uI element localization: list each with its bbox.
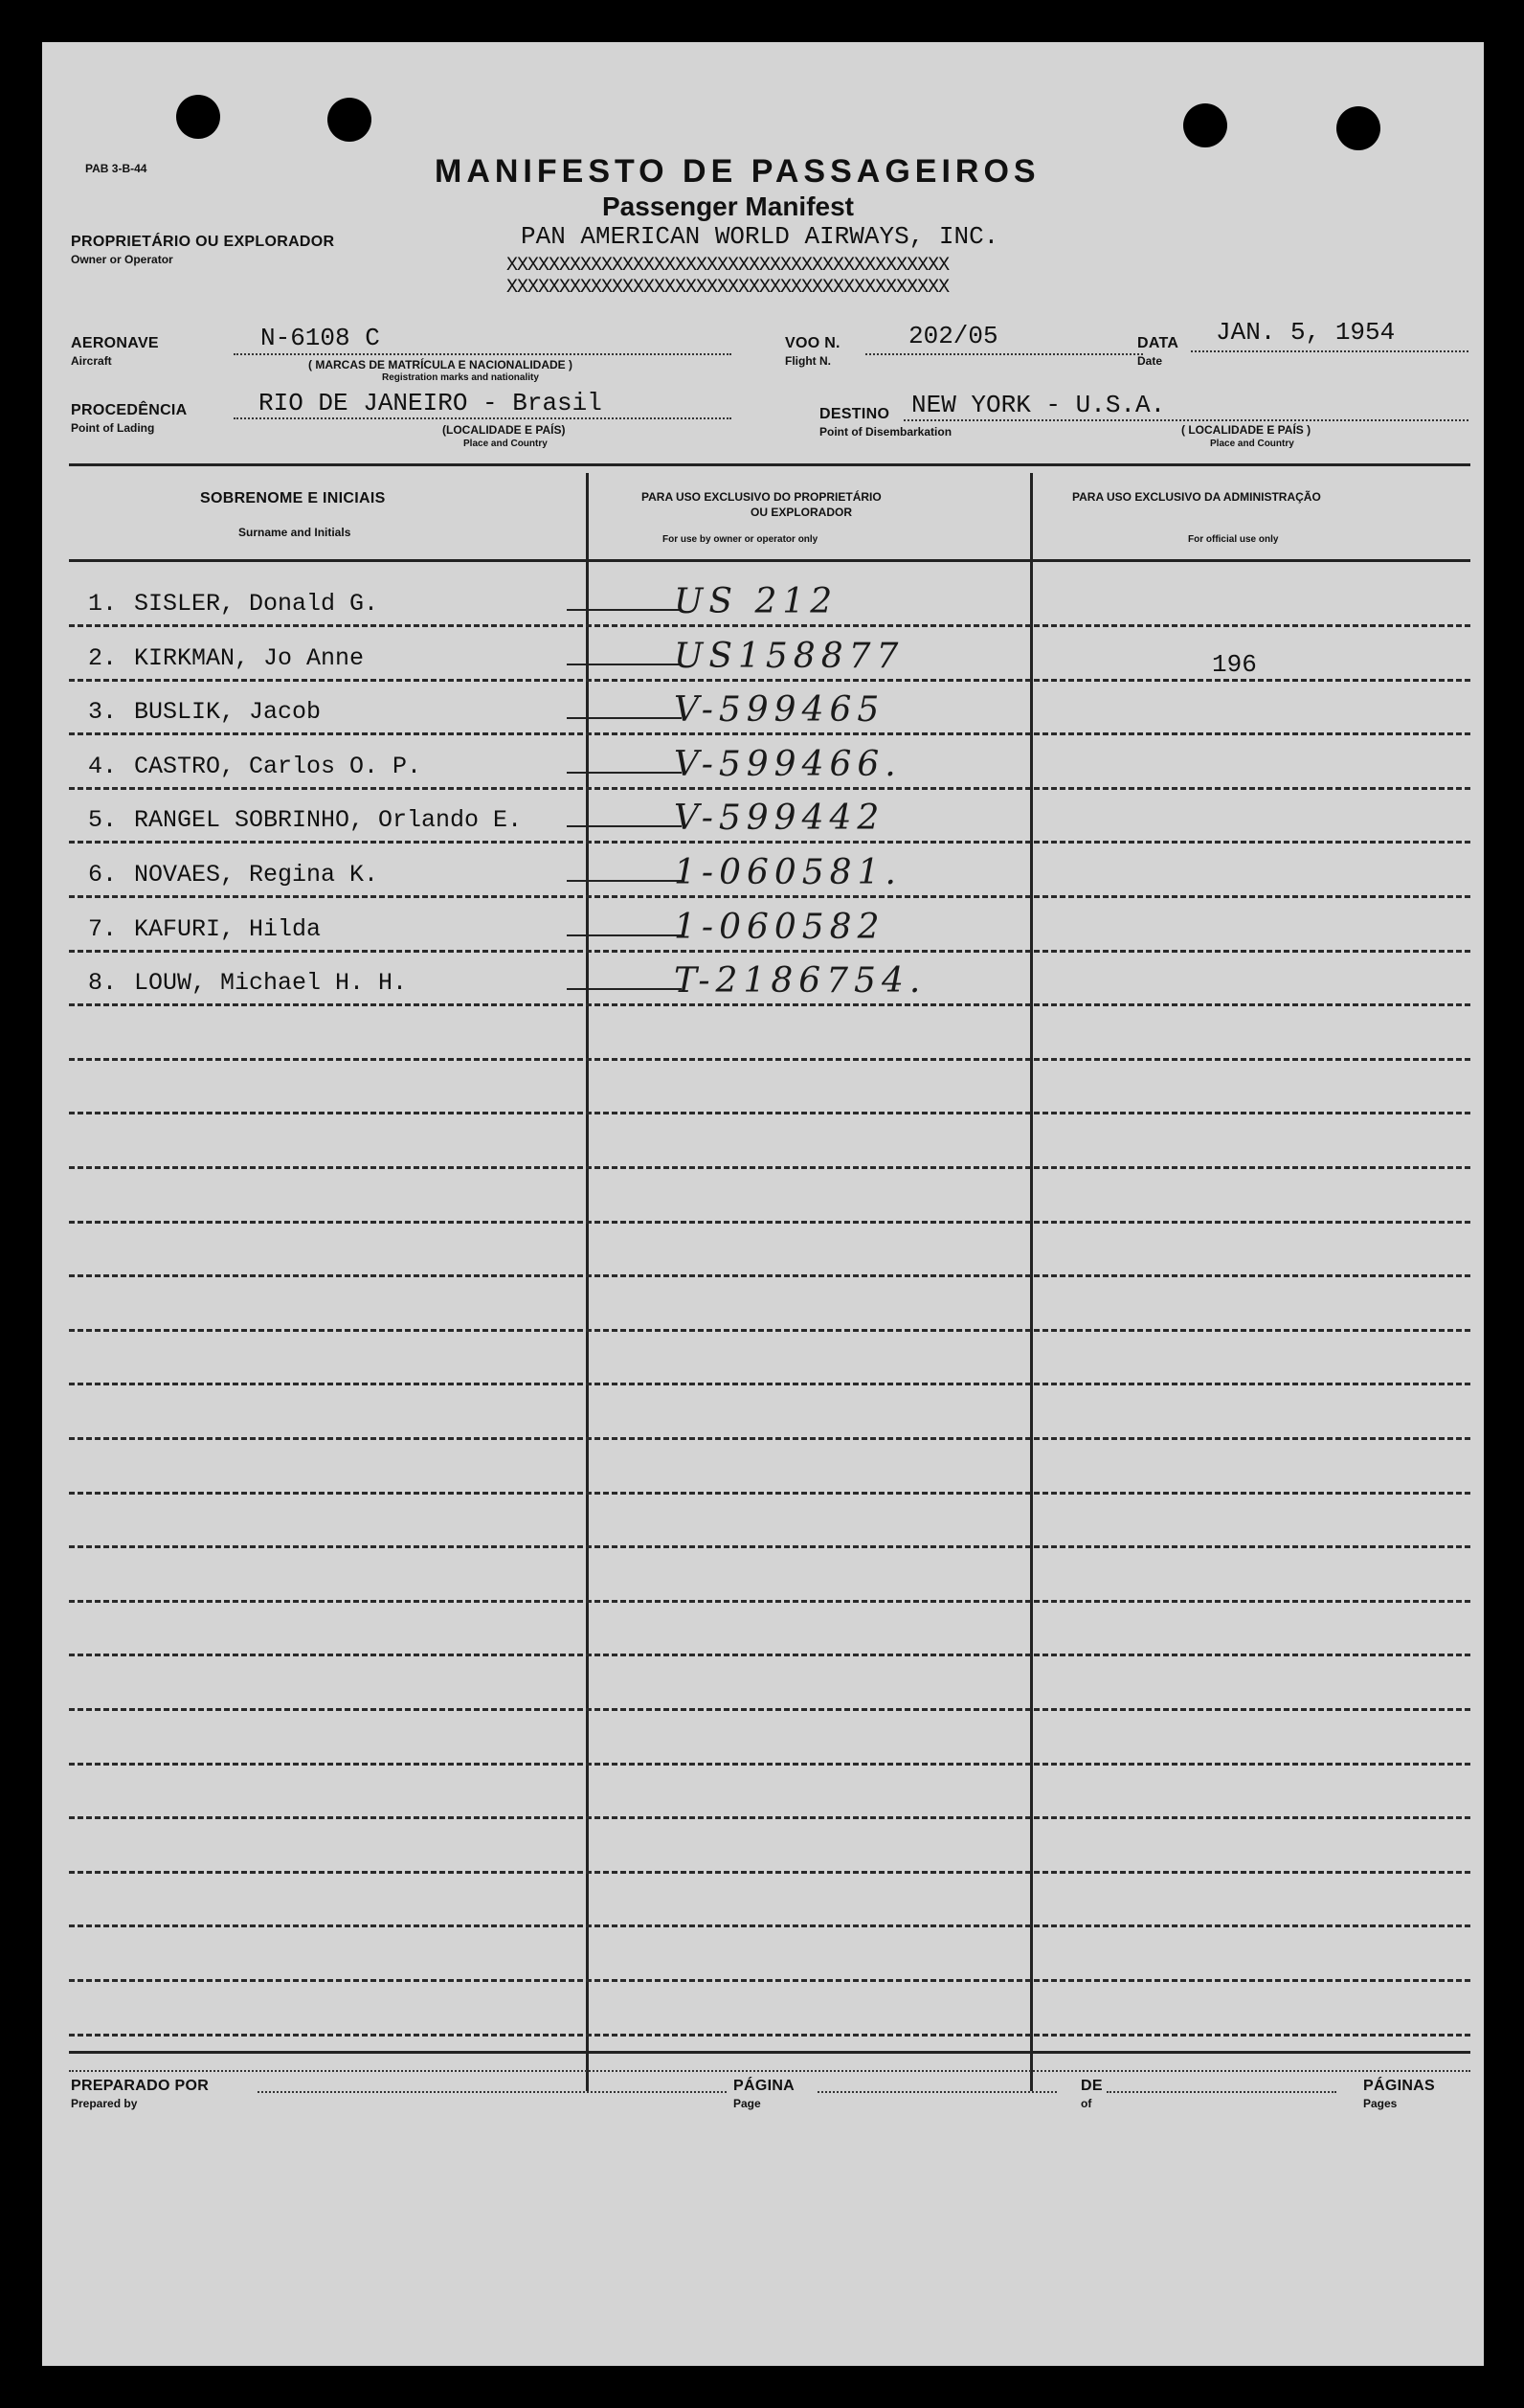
owner-use-value: V-599466.: [674, 745, 902, 784]
row-line: [69, 1545, 1470, 1548]
pages-label-en: Pages: [1363, 2097, 1398, 2110]
passenger-name: KIRKMAN, Jo Anne: [134, 644, 365, 672]
row-line: [69, 1816, 1470, 1819]
row-line: [69, 1058, 1470, 1061]
table-bottom-rule: [69, 2051, 1470, 2054]
title-pt: MANIFESTO DE PASSAGEIROS: [435, 153, 1041, 190]
col-surname-header-en: Surname and Initials: [238, 526, 351, 539]
passenger-number: 3.: [88, 698, 118, 726]
dash-mark: [567, 880, 682, 882]
row-line: [69, 1003, 1470, 1006]
aircraft-sub: ( MARCAS DE MATRÍCULA E NACIONALIDADE ): [308, 358, 572, 371]
owner-label: PROPRIETÁRIO OU EXPLORADOR: [71, 234, 335, 250]
passenger-number: 6.: [88, 861, 118, 889]
row-line: [69, 1979, 1470, 1982]
owner-use-value: 1-060582: [674, 908, 885, 947]
row-line: [69, 1112, 1470, 1114]
title-en: Passenger Manifest: [602, 191, 854, 221]
passenger-number: 5.: [88, 806, 118, 834]
passenger-name: SISLER, Donald G.: [134, 590, 379, 618]
passenger-number: 1.: [88, 590, 118, 618]
passenger-number: 2.: [88, 644, 118, 672]
lading-sub: (LOCALIDADE E PAÍS): [442, 423, 566, 437]
official-use-value: 196: [1212, 650, 1257, 679]
row-line: [69, 1924, 1470, 1927]
row-line: [69, 1600, 1470, 1603]
lading-label-en: Point of Lading: [71, 421, 155, 435]
row-line: [69, 1166, 1470, 1169]
row-line: [69, 841, 1470, 844]
row-line: [69, 1437, 1470, 1440]
row-line: [69, 2034, 1470, 2037]
col-official-header: PARA USO EXCLUSIVO DA ADMINISTRAÇÃO: [1072, 490, 1321, 504]
dash-mark: [567, 717, 682, 719]
row-line: [69, 1329, 1470, 1332]
pages-label: PÁGINAS: [1363, 2078, 1435, 2094]
passenger-name: CASTRO, Carlos O. P.: [134, 753, 422, 780]
row-line: [69, 1221, 1470, 1224]
punch-hole: [1336, 106, 1380, 150]
col-official-header-en: For official use only: [1188, 534, 1279, 545]
struck-line: XXXXXXXXXXXXXXXXXXXXXXXXXXXXXXXXXXXXXXXXXX: [506, 255, 950, 277]
row-line: [69, 1492, 1470, 1495]
dash-mark: [567, 825, 682, 827]
table-top-rule: [69, 463, 1470, 466]
dash-mark: [567, 609, 682, 611]
passenger-number: 7.: [88, 915, 118, 943]
of-label: DE: [1081, 2078, 1103, 2094]
prepared-label-en: Prepared by: [71, 2097, 138, 2110]
row-line: [69, 1708, 1470, 1711]
manifest-page: [42, 42, 1484, 2366]
row-line: [69, 679, 1470, 682]
dash-mark: [567, 664, 682, 665]
prepared-label: PREPARADO POR: [71, 2078, 210, 2094]
row-line: [69, 624, 1470, 627]
destination-value: NEW YORK - U.S.A.: [911, 391, 1166, 419]
lading-sub-en: Place and Country: [463, 439, 548, 449]
col-owner-header-2: OU EXPLORADOR: [751, 506, 853, 519]
aircraft-value: N-6108 C: [260, 324, 380, 352]
flight-value: 202/05: [908, 322, 998, 350]
passenger-name: RANGEL SOBRINHO, Orlando E.: [134, 806, 523, 834]
owner-use-value: V-599465: [674, 690, 885, 730]
owner-use-value: V-599442: [674, 799, 885, 838]
page-label: PÁGINA: [733, 2078, 796, 2094]
passenger-name: KAFURI, Hilda: [134, 915, 322, 943]
header-rule: [69, 559, 1470, 562]
owner-use-value: US 212: [674, 582, 839, 621]
row-line: [69, 732, 1470, 735]
flight-label-en: Flight N.: [785, 354, 831, 368]
column-divider: [1030, 473, 1033, 2091]
flight-label: VOO N.: [785, 335, 840, 351]
of-label-en: of: [1081, 2097, 1092, 2110]
lading-value: RIO DE JANEIRO - Brasil: [258, 389, 602, 417]
passenger-name: LOUW, Michael H. H.: [134, 969, 408, 997]
col-owner-header: PARA USO EXCLUSIVO DO PROPRIETÁRIO: [641, 490, 882, 504]
owner-use-value: US158877: [674, 637, 905, 676]
row-line: [69, 895, 1470, 898]
row-line: [69, 950, 1470, 953]
passenger-number: 4.: [88, 753, 118, 780]
dash-mark: [567, 988, 682, 990]
dash-mark: [567, 934, 682, 936]
destination-sub: ( LOCALIDADE E PAÍS ): [1181, 423, 1311, 437]
passenger-name: BUSLIK, Jacob: [134, 698, 322, 726]
punch-hole: [327, 98, 371, 142]
date-label: DATA: [1137, 335, 1179, 351]
row-line: [69, 1763, 1470, 1766]
owner-label-en: Owner or Operator: [71, 253, 173, 266]
owner-use-value: T-2186754.: [674, 961, 927, 1001]
row-line: [69, 1274, 1470, 1277]
lading-label: PROCEDÊNCIA: [71, 402, 188, 418]
aircraft-label-en: Aircraft: [71, 354, 112, 368]
aircraft-label: AERONAVE: [71, 335, 159, 351]
aircraft-sub-en: Registration marks and nationality: [382, 372, 539, 383]
punch-hole: [176, 95, 220, 139]
punch-hole: [1183, 103, 1227, 147]
struck-line: XXXXXXXXXXXXXXXXXXXXXXXXXXXXXXXXXXXXXXXXXX: [506, 277, 950, 299]
column-divider: [586, 473, 589, 2091]
col-owner-header-en: For use by owner or operator only: [662, 534, 818, 545]
destination-label-en: Point of Disembarkation: [819, 425, 952, 439]
passenger-number: 8.: [88, 969, 118, 997]
destination-sub-en: Place and Country: [1210, 439, 1294, 449]
col-surname-header: SOBRENOME E INICIAIS: [200, 490, 386, 506]
dash-mark: [567, 772, 682, 774]
destination-label: DESTINO: [819, 406, 890, 422]
passenger-name: NOVAES, Regina K.: [134, 861, 379, 889]
form-code: PAB 3-B-44: [85, 162, 147, 175]
row-line: [69, 1383, 1470, 1385]
row-line: [69, 1654, 1470, 1656]
row-line: [69, 1871, 1470, 1874]
owner-use-value: 1-060581.: [674, 853, 902, 892]
page-label-en: Page: [733, 2097, 761, 2110]
row-line: [69, 787, 1470, 790]
company-name: PAN AMERICAN WORLD AIRWAYS, INC.: [521, 222, 999, 251]
date-value: JAN. 5, 1954: [1216, 318, 1396, 347]
date-label-en: Date: [1137, 354, 1163, 368]
